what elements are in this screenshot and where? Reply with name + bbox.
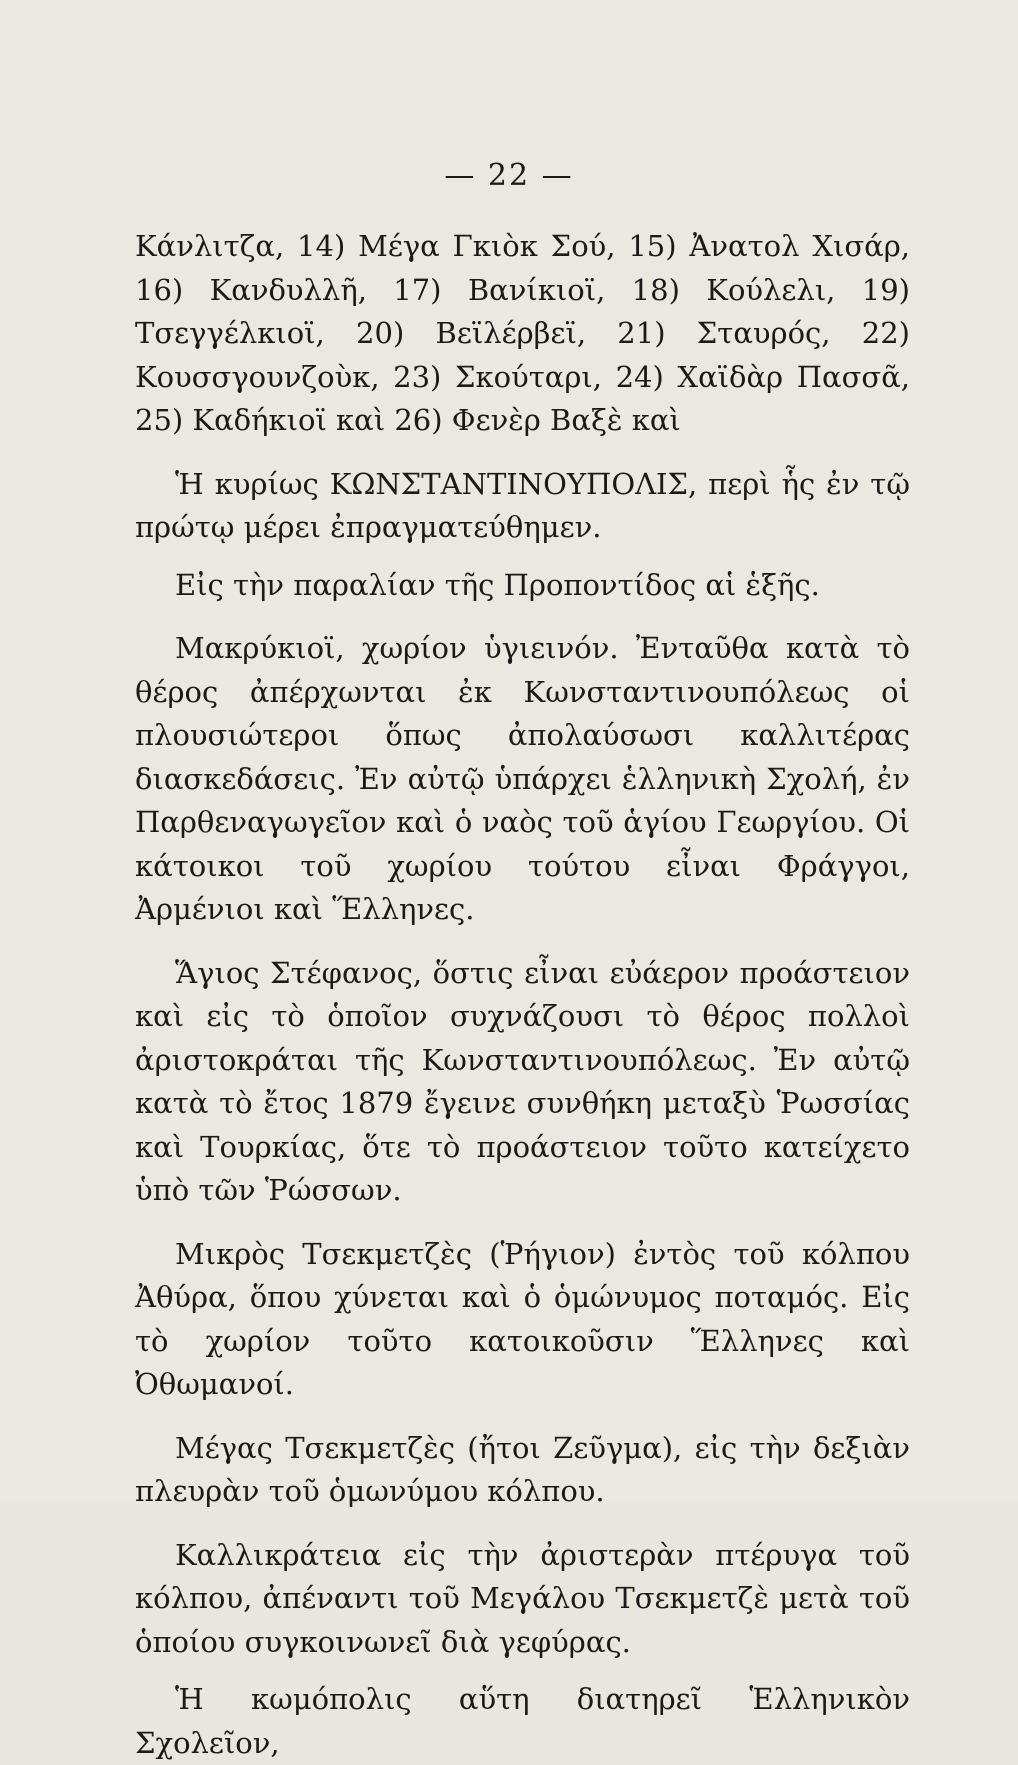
paragraph-place-list: Κάνλιτζα, 14) Μέγα Γκιὸκ Σού, 15) Ἀνατολ Χισάρ, 16) Κανδυλλῆ, 17) Βανίκιοϊ, 18) Κούλελι, 19) Τσεγγέλκιοϊ, 20) Βεϊλέρβεϊ, 21) Σταυρός, 22) Κουσσγουνζοὺκ, 23) Σκούταρι, 24) Χαϊδὰρ Πασσᾶ, 25) Καδήκιοϊ καὶ 26) Φενὲρ Βαξὲ καὶ: [135, 229, 910, 437]
paragraph-komopolis: Ἡ κωμόπολις αὕτη διατηρεῖ Ἑλληνικὸν Σχολεῖον,: [135, 1682, 910, 1760]
paragraph-mikros-tsekmetzes: Μικρὸς Τσεκμετζὲς (Ῥήγιον) ἐντὸς τοῦ κόλπου Ἀθύρα, ὅπου χύνεται καὶ ὁ ὁμώνυμος ποταμός. Εἰς τὸ χωρίον τοῦτο κατοικοῦσιν Ἕλληνες καὶ Ὀθωμανοί.: [135, 1236, 910, 1401]
paragraph-propontis-heading: Εἰς τὴν παραλίαν τῆς Προποντίδος αἱ ἑξῆς.: [175, 567, 820, 602]
paragraph-konstantinoupolis: Ἡ κυρίως ΚΩΝΣΤΑΝΤΙΝΟΥΠΟΛΙΣ, περὶ ἧς ἐν τῷ πρώτῳ μέρει ἐπραγματεύθημεν.: [135, 466, 910, 544]
paragraph-makrykioi: Μακρύκιοϊ, χωρίον ὑγιεινόν. Ἐνταῦθα κατὰ τὸ θέρος ἀπέρχωνται ἐκ Κωνσταντινουπόλεως οἱ πλουσιώτεροι ὅπως ἀπολαύσωσι καλλιτέρας διασκεδάσεις. Ἐν αὐτῷ ὑπάρχει ἑλληνικὴ Σχολή, ἐν Παρθεναγωγεῖον καὶ ὁ ναὸς τοῦ ἁγίου Γεωργίου. Οἱ κάτοικοι τοῦ χωρίου τούτου εἶναι Φράγγοι, Ἀρμένιοι καὶ Ἕλληνες.: [135, 631, 910, 926]
paragraph-megas-tsekmetzes: Μέγας Τσεκμετζὲς (ἤτοι Ζεῦγμα), εἰς τὴν δεξιὰν πλευρὰν τοῦ ὁμωνύμου κόλπου.: [135, 1430, 910, 1508]
paragraph-kallikrateia: Καλλικράτεια εἰς τὴν ἀριστερὰν πτέρυγα τοῦ κόλπου, ἀπέναντι τοῦ Μεγάλου Τσεκμετζὲ μετὰ τοῦ ὁποίου συγκοινωνεῖ διὰ γεφύρας.: [135, 1537, 910, 1659]
paragraph-agios-stefanos: Ἅγιος Στέφανος, ὅστις εἶναι εὐάερον προάστειον καὶ εἰς τὸ ὁποῖον συχνάζουσι τὸ θέρος πολλοὶ ἀριστοκράται τῆς Κωνσταντινουπόλεως. Ἐν αὐτῷ κατὰ τὸ ἔτος 1879 ἔγεινε συνθήκη μεταξὺ Ῥωσσίας καὶ Τουρκίας, ὅτε τὸ προάστειον τοῦτο κατείχετο ὑπὸ τῶν Ῥώσσων.: [135, 955, 910, 1207]
page-number: — 22 —: [444, 158, 574, 193]
body-text: [135, 225, 910, 1765]
